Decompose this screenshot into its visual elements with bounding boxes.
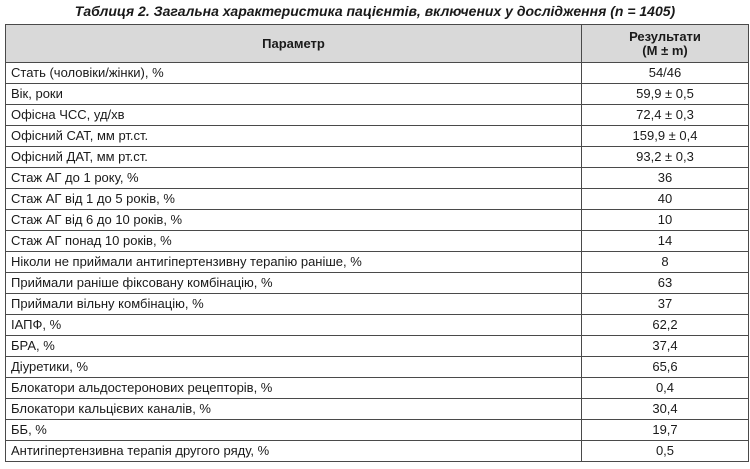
result-cell: 93,2 ± 0,3: [582, 147, 749, 168]
result-cell: 14: [582, 231, 749, 252]
patient-characteristics-table: [5, 24, 749, 462]
result-cell: 8: [582, 252, 749, 273]
column-header-results-line2: (M ± m): [642, 42, 688, 58]
parameter-cell: Офісний ДАТ, мм рт.ст.: [6, 147, 582, 168]
table-row: [6, 378, 749, 399]
result-cell: 0,4: [582, 378, 749, 399]
table-row: [6, 168, 749, 189]
result-cell: 36: [582, 168, 749, 189]
column-header-results-line1: Результати: [629, 28, 701, 44]
parameter-cell: Приймали раніше фіксовану комбінацію, %: [6, 273, 582, 294]
table-row: [6, 231, 749, 252]
parameter-cell: Стаж АГ від 6 до 10 років, %: [6, 210, 582, 231]
table-caption: Таблиця 2. Загальна характеристика пацієнтів, включених у дослідження (n = 1405): [74, 3, 676, 19]
parameter-cell: Блокатори кальцієвих каналів, %: [6, 399, 582, 420]
parameter-cell: Діуретики, %: [6, 357, 582, 378]
result-cell: 159,9 ± 0,4: [582, 126, 749, 147]
result-cell: 63: [582, 273, 749, 294]
parameter-cell: БРА, %: [6, 336, 582, 357]
result-cell: 10: [582, 210, 749, 231]
result-cell: 62,2: [582, 315, 749, 336]
result-cell: 0,5: [582, 441, 749, 462]
table-row: [6, 105, 749, 126]
result-cell: 37: [582, 294, 749, 315]
table-row: [6, 294, 749, 315]
table-row: [6, 315, 749, 336]
result-cell: 72,4 ± 0,3: [582, 105, 749, 126]
parameter-cell: Стаж АГ від 1 до 5 років, %: [6, 189, 582, 210]
table-row: [6, 420, 749, 441]
result-cell: 37,4: [582, 336, 749, 357]
parameter-cell: ІАПФ, %: [6, 315, 582, 336]
parameter-cell: Блокатори альдостеронових рецепторів, %: [6, 378, 582, 399]
result-cell: 65,6: [582, 357, 749, 378]
parameter-cell: Стать (чоловіки/жінки), %: [6, 63, 582, 84]
table-row: [6, 357, 749, 378]
parameter-cell: Приймали вільну комбінацію, %: [6, 294, 582, 315]
parameter-cell: Офісний САТ, мм рт.ст.: [6, 126, 582, 147]
parameter-cell: Ніколи не приймали антигіпертензивну терапію раніше, %: [6, 252, 582, 273]
table-row: [6, 441, 749, 462]
table-row: [6, 273, 749, 294]
result-cell: 19,7: [582, 420, 749, 441]
result-cell: 54/46: [582, 63, 749, 84]
table-row: [6, 147, 749, 168]
table-row: [6, 336, 749, 357]
table-body: [6, 63, 749, 462]
parameter-cell: ББ, %: [6, 420, 582, 441]
table-row: [6, 252, 749, 273]
table-row: [6, 399, 749, 420]
table-header-row: [6, 25, 749, 63]
parameter-cell: Стаж АГ до 1 року, %: [6, 168, 582, 189]
parameter-cell: Вік, роки: [6, 84, 582, 105]
result-cell: 40: [582, 189, 749, 210]
column-header-results: [582, 25, 749, 63]
parameter-cell: Антигіпертензивна терапія другого ряду, %: [6, 441, 582, 462]
table-row: [6, 126, 749, 147]
parameter-cell: Стаж АГ понад 10 років, %: [6, 231, 582, 252]
result-cell: 30,4: [582, 399, 749, 420]
table-row: [6, 63, 749, 84]
table-row: [6, 210, 749, 231]
result-cell: 59,9 ± 0,5: [582, 84, 749, 105]
parameter-cell: Офісна ЧСС, уд/хв: [6, 105, 582, 126]
table-row: [6, 84, 749, 105]
table-row: [6, 189, 749, 210]
column-header-parameter: Параметр: [6, 25, 582, 63]
